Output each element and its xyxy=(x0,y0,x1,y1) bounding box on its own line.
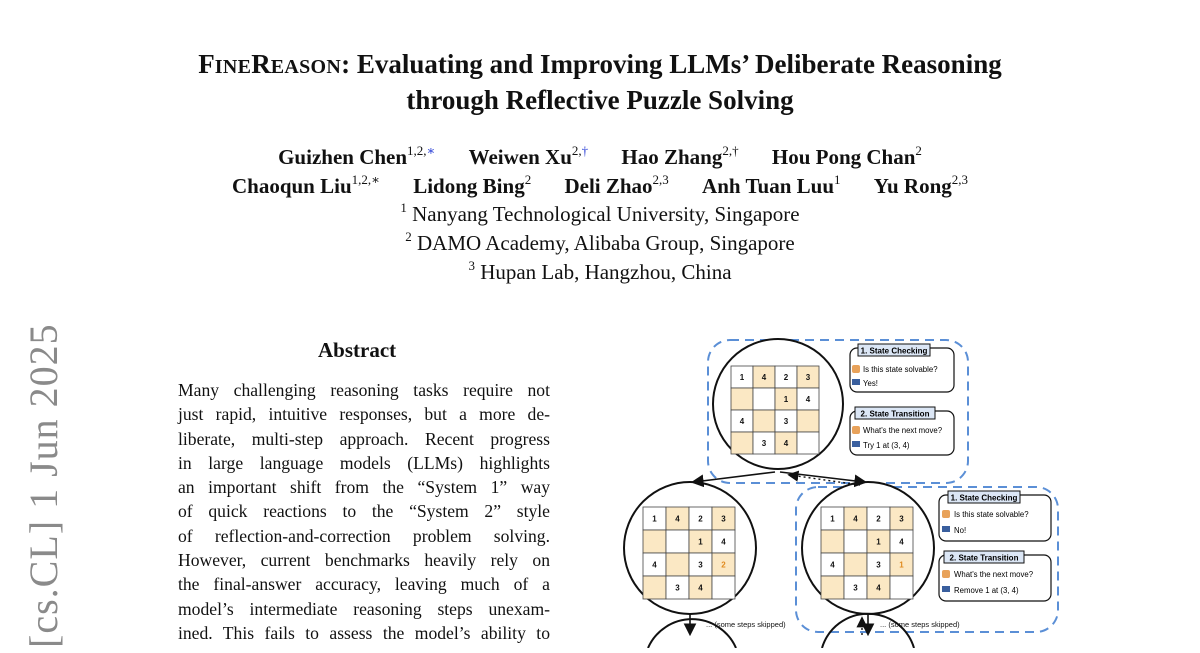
author: Anh Tuan Luu$^1$ xyxy=(702,172,841,198)
grid-cell xyxy=(821,576,844,599)
arxiv-stamp: [cs.CL] 1 Jun 2025 xyxy=(21,323,66,648)
svg-text:Remove 1 at (3, 4): Remove 1 at (3, 4) xyxy=(954,586,1019,595)
sudoku-grid-top xyxy=(731,366,819,454)
svg-text:1. State Checking: 1. State Checking xyxy=(860,346,928,356)
grid-digit: 4 xyxy=(739,417,745,426)
edge-top-to-left xyxy=(694,472,775,482)
grid-digit: 1 xyxy=(739,373,745,382)
grid-cell xyxy=(731,388,753,410)
grid-digit: 4 xyxy=(761,373,767,382)
grid-digit: 4 xyxy=(698,583,703,593)
abstract-line: liberate, multi-step approach. Recent progress xyxy=(178,428,550,449)
grid-digit: 1 xyxy=(830,514,835,524)
svg-text:Is this state solvable?: Is this state solvable? xyxy=(863,365,938,374)
person-icon xyxy=(852,365,860,373)
svg-text:2. State Transition: 2. State Transition xyxy=(860,409,930,419)
grid-cell xyxy=(666,530,689,553)
sudoku-grid-right xyxy=(821,507,913,599)
grid-cell xyxy=(844,553,867,576)
svg-text:1. State Checking: 1. State Checking xyxy=(950,493,1018,503)
grid-digit: 3 xyxy=(761,439,767,448)
right-state-checking-card xyxy=(939,491,1051,541)
person-icon xyxy=(942,510,950,518)
grid-digit: 3 xyxy=(899,514,904,524)
grid-digit: 1 xyxy=(876,537,881,547)
computer-icon xyxy=(852,441,860,447)
grid-digit: 2 xyxy=(721,560,726,570)
grid-cell xyxy=(643,576,666,599)
grid-digit: 3 xyxy=(698,560,703,570)
grid-cell xyxy=(731,432,753,454)
abstract-body xyxy=(178,378,550,645)
grid-digit: 4 xyxy=(876,583,881,593)
grid-cell xyxy=(753,388,775,410)
skip-label-left: ... (some steps skipped) xyxy=(706,620,786,629)
grid-digit: 1 xyxy=(652,514,657,524)
affiliation: $^3$ Hupan Lab, Hangzhou, China xyxy=(468,258,732,284)
abstract-line: of quick reactions to the “System 2” style xyxy=(178,501,550,522)
grid-digit: 4 xyxy=(899,537,904,547)
person-icon xyxy=(942,570,950,578)
abstract-heading: Abstract xyxy=(318,338,397,362)
grid-digit: 3 xyxy=(805,373,811,382)
grid-cell xyxy=(666,553,689,576)
computer-icon xyxy=(942,586,950,592)
grid-digit: 2 xyxy=(876,514,881,524)
grid-digit: 3 xyxy=(876,560,881,570)
grid-digit: 4 xyxy=(652,560,657,570)
grid-cell xyxy=(844,530,867,553)
grid-digit: 4 xyxy=(805,395,811,404)
person-icon xyxy=(852,426,860,434)
grid-digit: 4 xyxy=(853,514,858,524)
abstract-line: the final-answer accuracy, leaving much of a xyxy=(178,574,550,595)
grid-digit: 1 xyxy=(698,537,703,547)
svg-text:Try 1 at (3, 4): Try 1 at (3, 4) xyxy=(863,441,910,450)
computer-icon xyxy=(852,379,860,385)
author: Hou Pong Chan$^2$ xyxy=(771,143,922,169)
grid-digit: 3 xyxy=(675,583,680,593)
grid-digit: 1 xyxy=(783,395,789,404)
svg-text:Yes!: Yes! xyxy=(863,379,878,388)
grid-cell xyxy=(890,576,913,599)
grid-cell xyxy=(643,530,666,553)
abstract-line: an important shift from the “System 1” way xyxy=(178,477,550,498)
grid-digit: 4 xyxy=(721,537,726,547)
title-line-1: FINEREASON: Evaluating and Improving LLMs’ Deliberate Reasoning xyxy=(198,49,1002,79)
authors-row-1 xyxy=(0,143,1200,172)
grid-digit: 4 xyxy=(783,439,789,448)
paper-title xyxy=(0,48,1200,117)
edge-top-to-right xyxy=(780,472,864,482)
author-list xyxy=(0,143,1200,201)
grid-digit: 2 xyxy=(698,514,703,524)
abstract-line: of reflection-and-correction problem solving. xyxy=(178,525,550,546)
title-line-2: through Reflective Puzzle Solving xyxy=(406,85,794,115)
abstract-line: in large language models (LLMs) highlights xyxy=(178,452,550,473)
figure-canvas xyxy=(600,335,1080,648)
abstract-line: just rapid, intuitive responses, but a more de- xyxy=(178,404,550,425)
author: Yu Rong$^{2,3}$ xyxy=(873,172,969,198)
abstract-line: model’s intermediate reasoning steps unexam- xyxy=(178,598,550,619)
abstract-line: However, current benchmarks heavily rely on xyxy=(178,550,550,571)
abstract-line: Many challenging reasoning tasks require not xyxy=(178,380,550,400)
author: Weiwen $Xu^{2,\dagger}$ xyxy=(468,143,589,169)
author: Hao Zhang$^{2,\dagger}$ xyxy=(621,143,739,169)
skip-label-right: ... (some steps skipped) xyxy=(880,620,960,629)
authors-row-2 xyxy=(0,172,1200,201)
svg-text:2. State Transition: 2. State Transition xyxy=(949,553,1019,563)
author: Guizhen Chen$^{1,2,∗}$ xyxy=(278,143,436,169)
svg-text:What's the next move?: What's the next move? xyxy=(863,426,943,435)
affiliation: $^1$ Nanyang Technological University, Singapore xyxy=(400,200,800,226)
grid-digit: 4 xyxy=(830,560,835,570)
grid-cell xyxy=(797,410,819,432)
grid-digit: 3 xyxy=(853,583,858,593)
affiliation: $^2$ DAMO Academy, Alibaba Group, Singapore xyxy=(405,229,795,255)
abstract-line: ined. This fails to assess the model’s ability to xyxy=(178,622,550,643)
sudoku-grid-left xyxy=(643,507,735,599)
grid-digit: 1 xyxy=(899,560,904,570)
grid-digit: 3 xyxy=(721,514,726,524)
svg-text:No!: No! xyxy=(954,526,967,535)
top-state-transition-card xyxy=(850,407,954,455)
svg-text:Is this state solvable?: Is this state solvable? xyxy=(954,510,1029,519)
author: Chaoqun Liu$^{1,2,∗}$ xyxy=(231,172,380,198)
grid-cell xyxy=(821,530,844,553)
grid-digit: 4 xyxy=(675,514,680,524)
grid-digit: 3 xyxy=(783,417,789,426)
grid-cell xyxy=(797,432,819,454)
top-state-checking-card xyxy=(850,344,954,392)
computer-icon xyxy=(942,526,950,532)
author: Deli Zhao$^{2,3}$ xyxy=(564,172,669,198)
svg-text:What's the next move?: What's the next move? xyxy=(954,570,1034,579)
author: Lidong Bing$^2$ xyxy=(413,172,532,198)
right-state-transition-card xyxy=(939,551,1051,601)
grid-digit: 2 xyxy=(783,373,789,382)
grid-cell xyxy=(753,410,775,432)
grid-cell xyxy=(712,576,735,599)
reasoning-figure xyxy=(600,335,1080,648)
